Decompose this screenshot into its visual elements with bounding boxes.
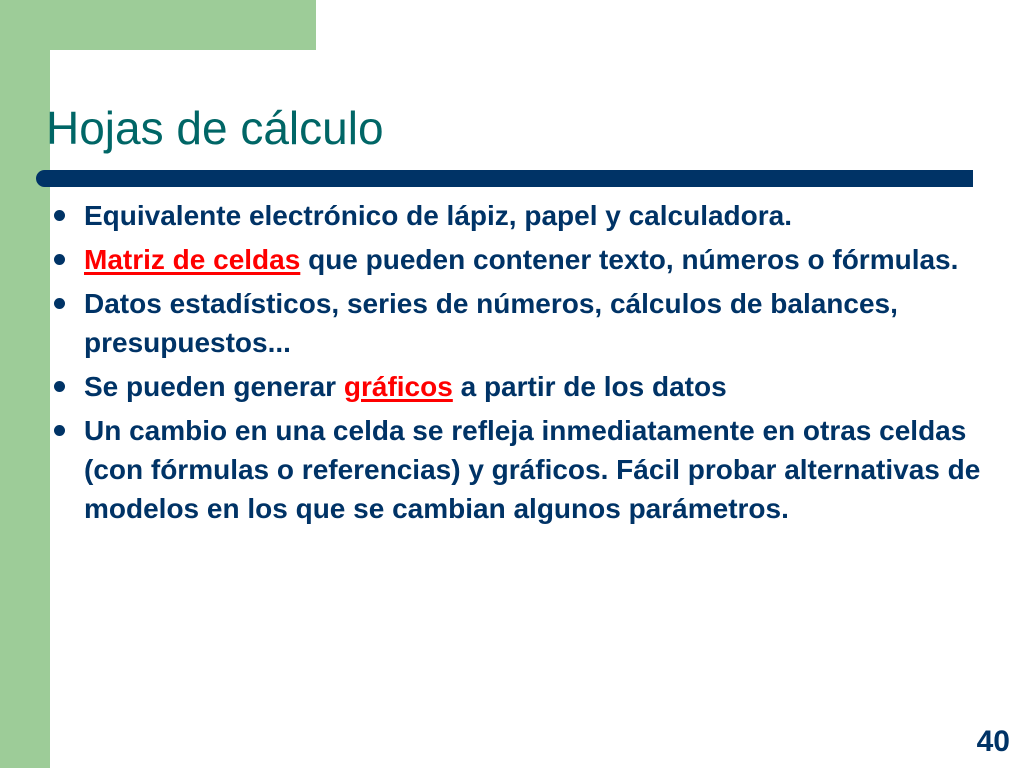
- matriz-de-celdas-link[interactable]: Matriz de celdas: [84, 244, 301, 275]
- bullet-text: Datos estadísticos, series de números, cálculos de balances, presupuestos...: [84, 288, 898, 358]
- top-decorative-band: [0, 0, 316, 50]
- bullet-dot-icon: [54, 425, 65, 436]
- bullet-dot-icon: [54, 210, 65, 221]
- bullet-text-after: a partir de los datos: [460, 371, 727, 402]
- bullet-item: [44, 196, 1004, 235]
- bullet-dot-icon: [54, 298, 65, 309]
- bullet-dot-icon: [54, 254, 65, 265]
- bullet-item: [44, 367, 1004, 406]
- page-number: 40: [976, 725, 1010, 758]
- graficos-link[interactable]: gráficos: [343, 371, 453, 402]
- bullet-dot-icon: [54, 381, 65, 392]
- title-divider: [36, 170, 973, 187]
- bullet-list: [44, 196, 1004, 533]
- bullet-item: [44, 284, 1004, 362]
- bullet-text-before: Se pueden generar: [84, 371, 337, 402]
- bullet-item: [44, 240, 1004, 279]
- bullet-item: [44, 411, 1004, 528]
- bullet-text: Equivalente electrónico de lápiz, papel y calculadora.: [84, 200, 793, 231]
- bullet-text: que pueden contener texto, números o fórmulas.: [308, 244, 959, 275]
- slide-title: Hojas de cálculo: [46, 102, 384, 154]
- left-decorative-band: [0, 0, 50, 768]
- bullet-text: Un cambio en una celda se refleja inmediatamente en otras celdas (con fórmulas o referencias) y gráficos. Fácil probar alternativas de modelos en los que se cambian algunos parámetros.: [84, 415, 981, 524]
